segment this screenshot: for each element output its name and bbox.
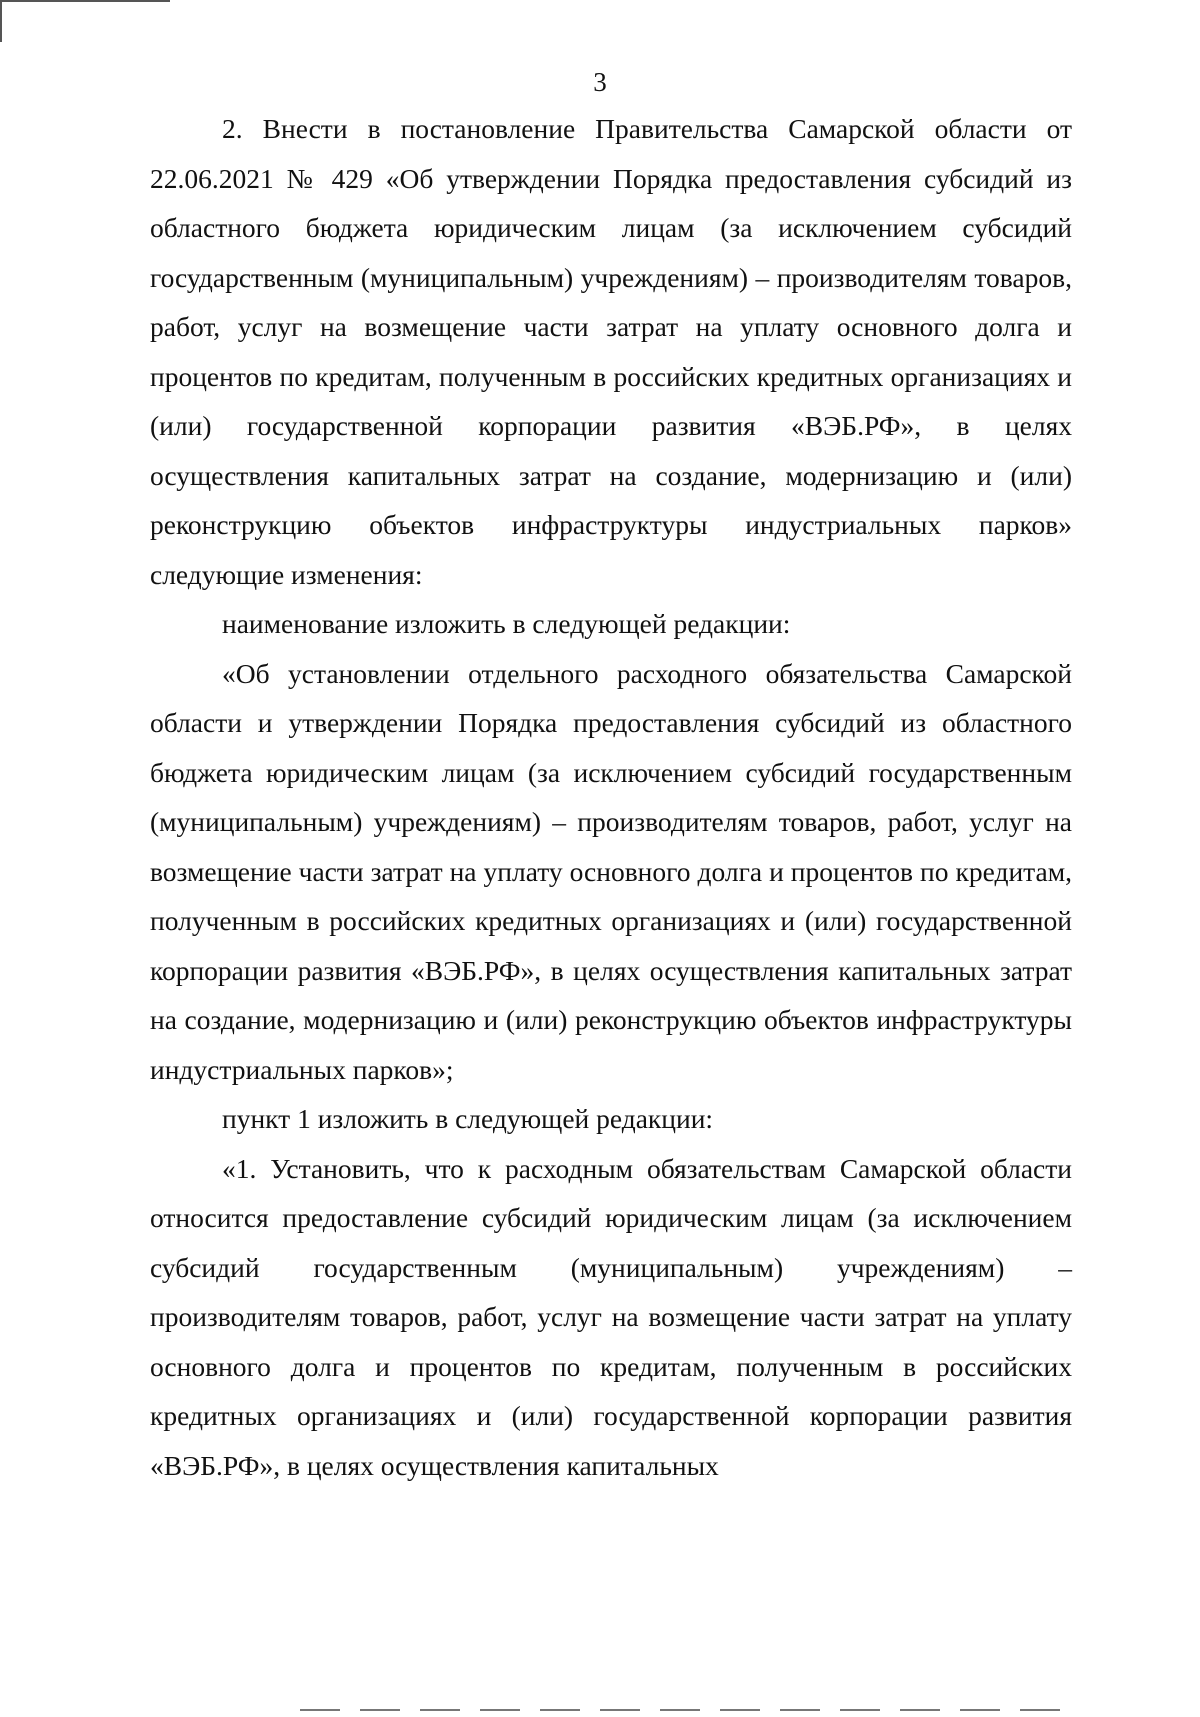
paragraph-title-instruction: наименование изложить в следующей редакции: xyxy=(222,608,791,639)
paragraph-point-1-text: «1. Установить, что к расходным обязательствам Самарской области относится предоставление субсидий юридическим лицам (за исключением субсидий государственным (муниципальным) учреждениям) – производителям товаров, работ, услуг на возмещение части затрат на уплату основного долга и процентов по кредитам, полученным в российских кредитных организациях и (или) государственной корпорации развития «ВЭБ.РФ», в целях осуществления капитальных xyxy=(150,1152,1072,1481)
document-body xyxy=(150,104,1072,1490)
scan-edge-bottom xyxy=(300,1709,1080,1711)
paragraph-item-2: 2. Внести в постановление Правительства Самарской области от 22.06.2021 № 429 «Об утверждении Порядка предоставления субсидий из областного бюджета юридическим лицам (за исключением субсидий государственным (муниципальным) учреждениям) – производителям товаров, работ, услуг на возмещение части затрат на уплату основного долга и процентов по кредитам, полученным в российских кредитных организациях и (или) государственной корпорации развития «ВЭБ.РФ», в целях осуществления капитальных затрат на создание, модернизацию и (или) реконструкцию объектов инфраструктуры индустриальных парков» следующие изменения: xyxy=(150,113,1072,590)
paragraph-point-1-instruction: пункт 1 изложить в следующей редакции: xyxy=(222,1103,714,1134)
scan-edge-left xyxy=(0,0,2,42)
page-number: 3 xyxy=(593,67,607,97)
paragraph-new-title: «Об установлении отдельного расходного обязательства Самарской области и утверждении Порядка предоставления субсидий из областного бюджета юридическим лицам (за исключением субсидий государственным (муниципальным) учреждениям) – производителям товаров, работ, услуг на возмещение части затрат на уплату основного долга и процентов по кредитам, полученным в российских кредитных организациях и (или) государственной корпорации развития «ВЭБ.РФ», в целях осуществления капитальных затрат на создание, модернизацию и (или) реконструкцию объектов инфраструктуры индустриальных парков»; xyxy=(150,657,1072,1085)
scan-edge-top xyxy=(0,0,170,2)
